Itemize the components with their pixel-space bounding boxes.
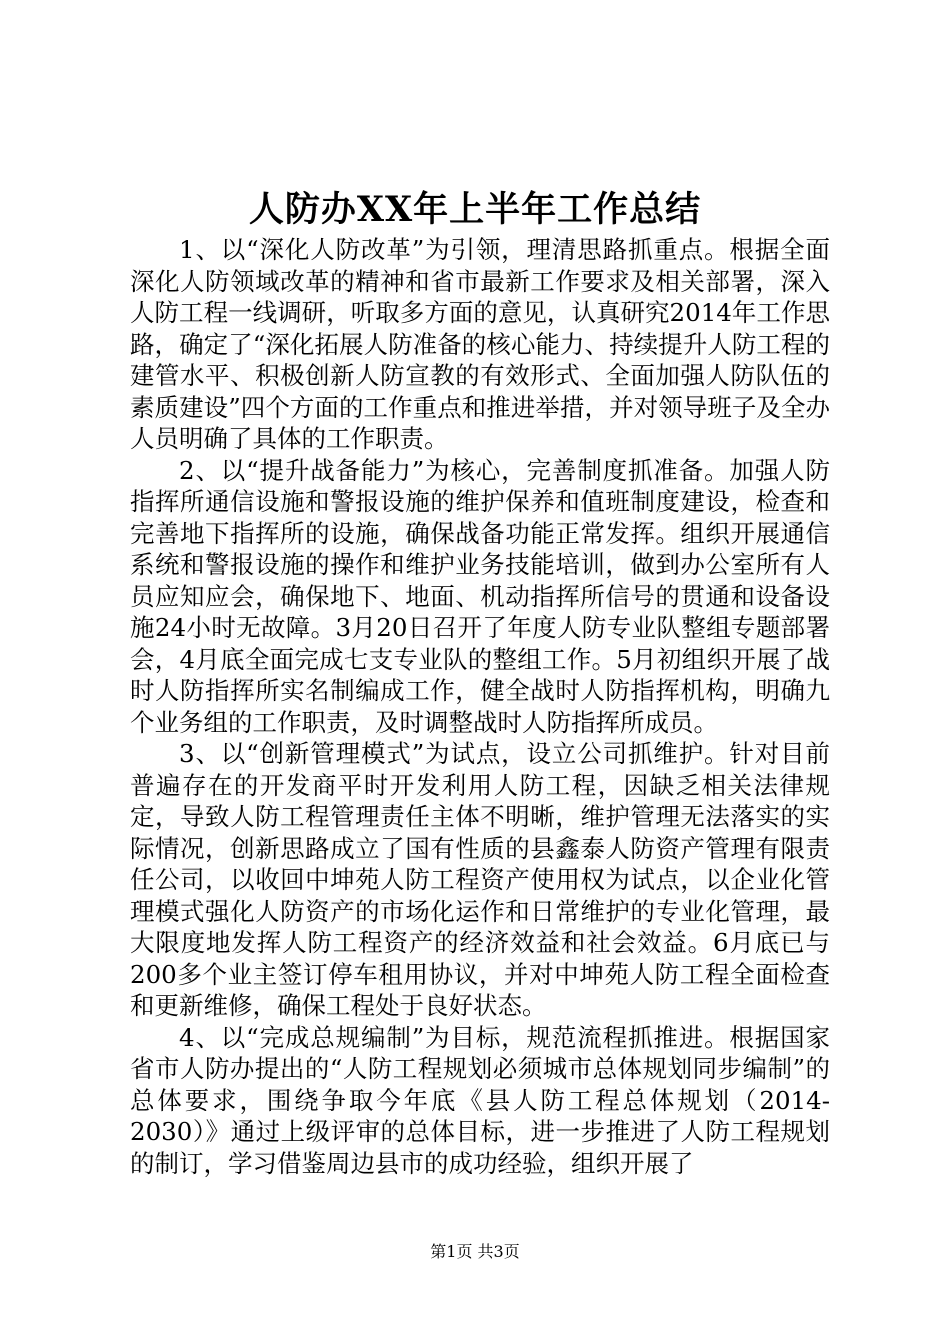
paragraph-4: 4、以“完成总规编制”为目标，规范流程抓推进。根据国家省市人防办提出的“人防工程规划必须城市总体规划同步编制”的总体要求，围绕争取今年底《县人防工程总体规划（2014-2030）》通过上级评审的总体目标，进一步推进了人防工程规划的制订，学习借鉴周边县市的成功经验，组织开展了	[130, 1022, 830, 1178]
paragraph-1: 1、以“深化人防改革”为引领，理清思路抓重点。根据全面深化人防领域改革的精神和省市最新工作要求及相关部署，深入人防工程一线调研，听取多方面的意见，认真研究2014年工作思路，确定了“深化拓展人防准备的核心能力、持续提升人防工程的建管水平、积极创新人防宣教的有效形式、全面加强人防队伍的素质建设”四个方面的工作重点和推进举措，并对领导班子及全办人员明确了具体的工作职责。	[130, 235, 830, 453]
document-body	[130, 234, 830, 1179]
paragraph-3: 3、以“创新管理模式”为试点，设立公司抓维护。针对目前普遍存在的开发商平时开发利用人防工程，因缺乏相关法律规定，导致人防工程管理责任主体不明晰，维护管理无法落实的实际情况，创新思路成立了国有性质的县鑫泰人防资产管理有限责任公司，以收回中坤苑人防工程资产使用权为试点，以企业化管理模式强化人防资产的市场化运作和日常维护的专业化管理，最大限度地发挥人防工程资产的经济效益和社会效益。6月底已与200多个业主签订停车租用协议，并对中坤苑人防工程全面检查和更新维修，确保工程处于良好状态。	[130, 739, 830, 1020]
paragraph-2: 2、以“提升战备能力”为核心，完善制度抓准备。加强人防指挥所通信设施和警报设施的维护保养和值班制度建设，检查和完善地下指挥所的设施，确保战备功能正常发挥。组织开展通信系统和警报设施的操作和维护业务技能培训，做到办公室所有人员应知应会，确保地下、地面、机动指挥所信号的贯通和设备设施24小时无故障。3月20日召开了年度人防专业队整组专题部署会，4月底全面完成七支专业队的整组工作。5月初组织开展了战时人防指挥所实名制编成工作，健全战时人防指挥机构，明确九个业务组的工作职责，及时调整战时人防指挥所成员。	[130, 455, 830, 737]
document-title: 人防办XX年上半年工作总结	[248, 189, 702, 230]
page-number-footer: 第1页 共3页	[430, 1242, 520, 1261]
